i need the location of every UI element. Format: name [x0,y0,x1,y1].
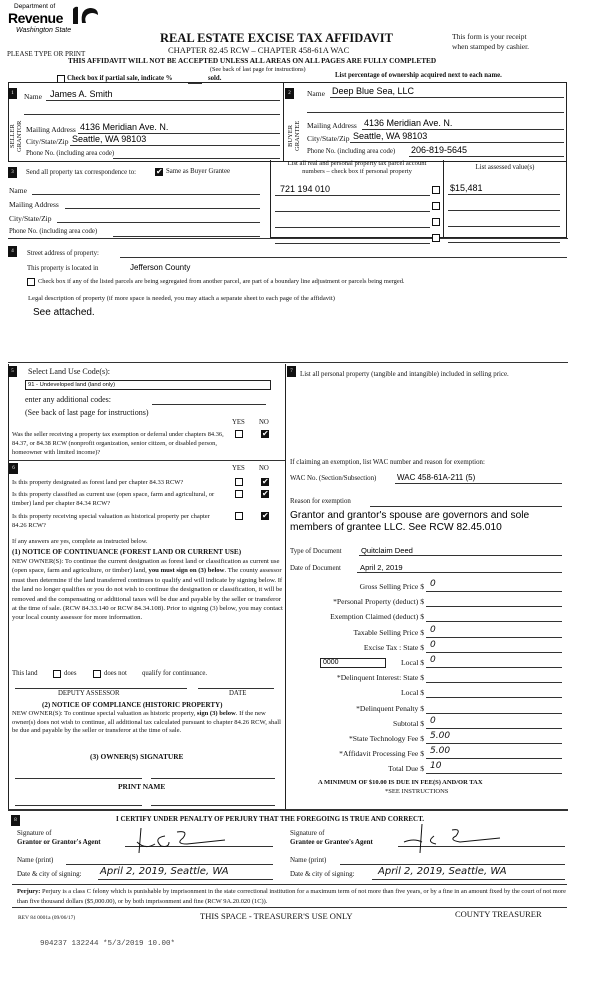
section-number: 3 [8,167,17,178]
question-no-checkbox[interactable]: ✔ [262,477,269,486]
fee-label: Subtotal $ [392,718,424,728]
exemption-question: Was the seller receiving a property tax exemption or deferral under chapters 84.36, 84.37, or 84.38 RCW (nonprofit organization, senior citizen, or disabled person, homeowner with limited income)? [12,431,224,456]
ownership-note: List percentage of ownership acquired next to each name. [335,72,502,79]
fee-value[interactable]: 0 [430,715,436,726]
designation-question: Is this property designated as forest land per chapter 84.33 RCW? [12,479,184,486]
fee-label: Local $ [401,658,424,667]
minimum-note: A MINIMUM OF $10.00 IS DUE IN FEE(S) AND/OR TAX [318,779,483,786]
seller-city-label: City/State/Zip [26,137,69,146]
grantor-signature[interactable] [125,826,235,854]
notice-compliance-text: NEW OWNER(S): To continue special valuation as historic property, sign (3) below. If the new owner(s) does not wish to continue, all additional tax calculated pursuant to chapter 84.26 RCW, shall be due and payable by the seller or transferor at the time of sale. [12,710,281,734]
street-label: Street address of property: [27,250,99,257]
buyer-city-label: City/State/Zip [307,134,350,143]
please-type: PLEASE TYPE OR PRINT [7,50,86,58]
same-as-buyer-label: Same as Buyer Grantee [166,168,230,175]
buyer-mail[interactable]: 4136 Meridian Ave. N. [364,118,453,128]
county[interactable]: Jefferson County [130,263,191,272]
segregated-label: Check box if any of the listed parcels are being segregated from another parcel, are part of a boundary line adjustment or parcels being merged. [38,278,405,285]
grantee-sig-label: Signature of [290,829,325,837]
personal-property-checkbox[interactable] [432,218,440,226]
yes-header: YES [232,465,245,472]
seller-phone-label: Phone No. (including area code) [26,150,115,157]
fee-value[interactable]: 10 [430,761,442,772]
deputy-assessor-label: DEPUTY ASSESSOR [58,690,120,697]
form-revision: REV 84 0001a (09/06/17) [18,915,76,921]
fee-value[interactable]: 5.00 [430,746,451,757]
treasurer-space-label: THIS SPACE - TREASURER'S USE ONLY [200,911,353,921]
grantor-sig-label: Signature of [17,829,52,837]
this-land-label: This land [12,670,38,677]
fee-label: *Delinquent Penalty $ [356,703,424,713]
grantee-signature[interactable] [400,820,510,854]
logo-top: Department of [14,3,56,10]
dor-logo [8,3,103,41]
personal-property-checkbox[interactable] [432,234,440,242]
legal-description[interactable]: See attached. [33,307,95,318]
notice-compliance-title: (2) NOTICE OF COMPLIANCE (HISTORIC PROPERTY) [42,701,223,709]
question-no-checkbox[interactable]: ✔ [262,489,269,498]
perjury-notice: Perjury: Perjury is a class C felony which is punishable by imprisonment in the state correctional institution for a maximum term of not more than five years, or by a fine in an amount fixed by the court of not more than five thousand dollars ($5,000.00), or by both imprisonment and fine (RCW 9A.20.020 (1C)). [17,888,566,905]
section-number: 7 [287,366,296,377]
grantor-name-label: Name (print) [17,856,54,864]
segregated-checkbox[interactable] [27,278,35,286]
personal-property-checkbox[interactable] [432,202,440,210]
question-yes-checkbox[interactable] [235,512,243,520]
value-header: List assessed value(s) [475,164,535,171]
buyer-phone-label: Phone No. (including area code) [307,148,396,155]
land-use-label: Select Land Use Code(s): [28,367,110,376]
form-subtitle: CHAPTER 82.45 RCW – CHAPTER 458-61A WAC [168,45,350,55]
see-back-5: (See back of last page for instructions) [25,408,149,417]
reason-label: Reason for exemption [290,498,351,505]
grantor-agent-label: Grantor or Grantor's Agent [17,838,101,846]
assessed-value[interactable]: $15,481 [450,183,483,193]
question-yes-checkbox[interactable] [235,478,243,486]
grantee-date[interactable]: April 2, 2019, Seattle, WA [378,866,507,877]
date-label: DATE [229,690,247,697]
personal-property-checkbox[interactable] [432,186,440,194]
parcel-header: List all real and personal property tax parcel account [287,160,427,167]
wac-number[interactable]: WAC 458-61A-211 (5) [397,473,476,482]
notice-continuance-text: NEW OWNER(S): To continue the current designation as forest land or classification as current use (open space, farm and agriculture, or timber) land, you must sign on (3) below. The county assessor must then determine if the land transferred continues to qualify and will indicate by signing below. If the land no longer qualifies or you do not wish to continue the designation or classification, it will be removed and the compensating or additional taxes will be due and payable by the seller or transferor at the time of sale. (RCW 84.33.140 or RCW 84.34.108). Prior to signing (3) below, you may contact your local county assessor for more information. [12,558,283,622]
fee-label: *State Technology Fee $ [348,734,424,743]
no-header: NO [259,419,269,426]
question-no-checkbox[interactable]: ✔ [262,511,269,520]
section-number: 4 [8,246,17,257]
fee-label: Gross Selling Price $ [359,582,424,591]
fee-label: Local $ [401,688,424,698]
buyer-name-label: Name [307,89,325,98]
print-name-label: PRINT NAME [118,782,166,791]
section-number: 6 [9,463,18,474]
exemption-no-checkbox[interactable]: ✔ [262,429,269,438]
personal-property-label: List all personal property (tangible and intangible) included in selling price. [300,371,509,378]
section-number: 8 [11,815,20,826]
seller-mail-label: Mailing Address [26,125,76,134]
seller-side-label: SELLER GRANTOR [9,120,23,152]
parcel-header-2: numbers – check box if personal property [302,168,412,175]
buyer-phone[interactable]: 206-819-5645 [411,145,468,155]
exemption-yes-checkbox[interactable] [235,430,243,438]
logo-main: Revenue [8,10,63,26]
does-checkbox[interactable] [53,670,61,678]
fee-label: Exemption Claimed (deduct) $ [330,612,424,622]
logo-sub: Washington State [16,27,72,34]
fee-label: Total Due $ [388,764,424,774]
receipt-note-1: This form is your receipt [452,32,527,41]
certify-statement: I CERTIFY UNDER PENALTY OF PERJURY THAT THE FOREGOING IS TRUE AND CORRECT. [116,815,425,823]
buyer-mail-label: Mailing Address [307,121,357,130]
corr-name-label: Name [9,186,27,195]
seller-name[interactable]: James A. Smith [50,89,113,99]
fee-label: Taxable Selling Price $ [353,627,424,637]
seller-city[interactable]: Seattle, WA 98103 [72,134,147,144]
see-back-note: (See back of last page for instructions) [210,66,306,73]
grantee-agent-label: Grantee or Grantee's Agent [290,838,373,846]
if-yes-note: If any answers are yes, complete as instructed below. [12,538,148,545]
exemption-reason[interactable]: Grantor and grantor's spouse are governors and sole members of grantee LLC. See RCW 82.45.010 [290,510,530,533]
qualify-label: qualify for continuance. [142,670,208,677]
no-header: NO [259,465,269,472]
same-as-buyer-checkbox[interactable]: ✔ [156,167,163,176]
buyer-name[interactable]: Deep Blue Sea, LLC [332,86,415,96]
fee-value[interactable]: 5.00 [430,731,451,741]
owner-signature-label: (3) OWNER(S) SIGNATURE [90,752,184,761]
doc-type-label: Type of Document [290,548,342,555]
send-correspondence-label: Send all property tax correspondence to: [26,169,137,176]
section-number: 2 [285,88,294,99]
fee-label: Excise Tax : State $ [363,642,424,652]
section-number: 1 [8,88,17,99]
designation-question: Is this property classified as current use (open space, farm and agricultural, or timber) land per chapter 84.34 RCW? [12,491,215,507]
designation-question: Is this property receiving special valuation as historical property per chapter 84.26 RCW? [12,513,210,529]
fee-label: *Personal Property (deduct) $ [333,597,424,607]
seller-mail[interactable]: 4136 Meridian Ave. N. [80,122,169,132]
does-label: does [64,670,77,677]
wac-label: WAC No. (Section/Subsection) [290,475,377,482]
receipt-note-2: when stamped by cashier. [452,42,530,51]
additional-codes-label: enter any additional codes: [25,395,111,404]
form-title: REAL ESTATE EXCISE TAX AFFIDAVIT [160,31,393,45]
treasurer-stamp: 904237 132244 *5/3/2019 10.00* [40,940,176,948]
corr-phone-label: Phone No. (including area code) [9,228,98,235]
fee-value[interactable]: 0 [430,655,436,665]
parcel-number[interactable]: 721 194 010 [280,184,331,194]
warning: THIS AFFIDAVIT WILL NOT BE ACCEPTED UNLESS ALL AREAS ON ALL PAGES ARE FULLY COMPLETED [68,56,437,65]
located-label: This property is located in [27,265,99,272]
county-treasurer-label: COUNTY TREASURER [455,909,542,919]
fee-value[interactable]: 0 [430,624,436,635]
exemption-intro: If claiming an exemption, list WAC number and reason for exemption: [290,459,485,466]
buyer-city[interactable]: Seattle, WA 98103 [353,131,428,141]
grantor-date-label: Date & city of signing: [17,870,82,878]
section-number: 5 [8,366,17,377]
fee-label: *Affidavit Processing Fee $ [339,749,424,759]
grantor-date[interactable]: April 2, 2019, Seattle, WA [100,866,229,877]
buyer-side-label: BUYER GRANTEE [287,120,301,152]
land-use-select[interactable]: 91 - Undeveloped land (land only) [25,380,271,390]
legal-label: Legal description of property (if more space is needed, you may attach a separate sheet to each page of the affidavit) [28,295,335,302]
corr-city-label: City/State/Zip [9,214,52,223]
fee-value[interactable]: 0 [430,639,436,650]
fee-label: *Delinquent Interest: State $ [336,673,424,683]
doc-date[interactable]: April 2, 2019 [360,563,403,572]
doc-type[interactable]: Quitclaim Deed [361,546,413,555]
does-not-label: does not [104,670,127,677]
yes-header: YES [232,419,245,426]
sold-label: sold. [208,75,222,82]
grantee-name-label: Name (print) [290,856,327,864]
question-yes-checkbox[interactable] [235,490,243,498]
partial-sale-label: Check box if partial sale, indicate % [67,75,173,82]
seller-name-label: Name [24,92,42,101]
does-not-checkbox[interactable] [93,670,101,678]
see-instructions: *SEE INSTRUCTIONS [385,788,449,795]
local-code-input[interactable]: 0000 [320,658,386,668]
fee-value[interactable]: 0 [430,579,436,589]
logo-mark-icon [70,5,100,25]
grantee-date-label: Date & city of signing: [290,870,355,878]
notice-continuance-title: (1) NOTICE OF CONTINUANCE (FOREST LAND OR CURRENT USE) [12,548,242,556]
corr-mail-label: Mailing Address [9,200,59,209]
doc-date-label: Date of Document [290,565,341,572]
